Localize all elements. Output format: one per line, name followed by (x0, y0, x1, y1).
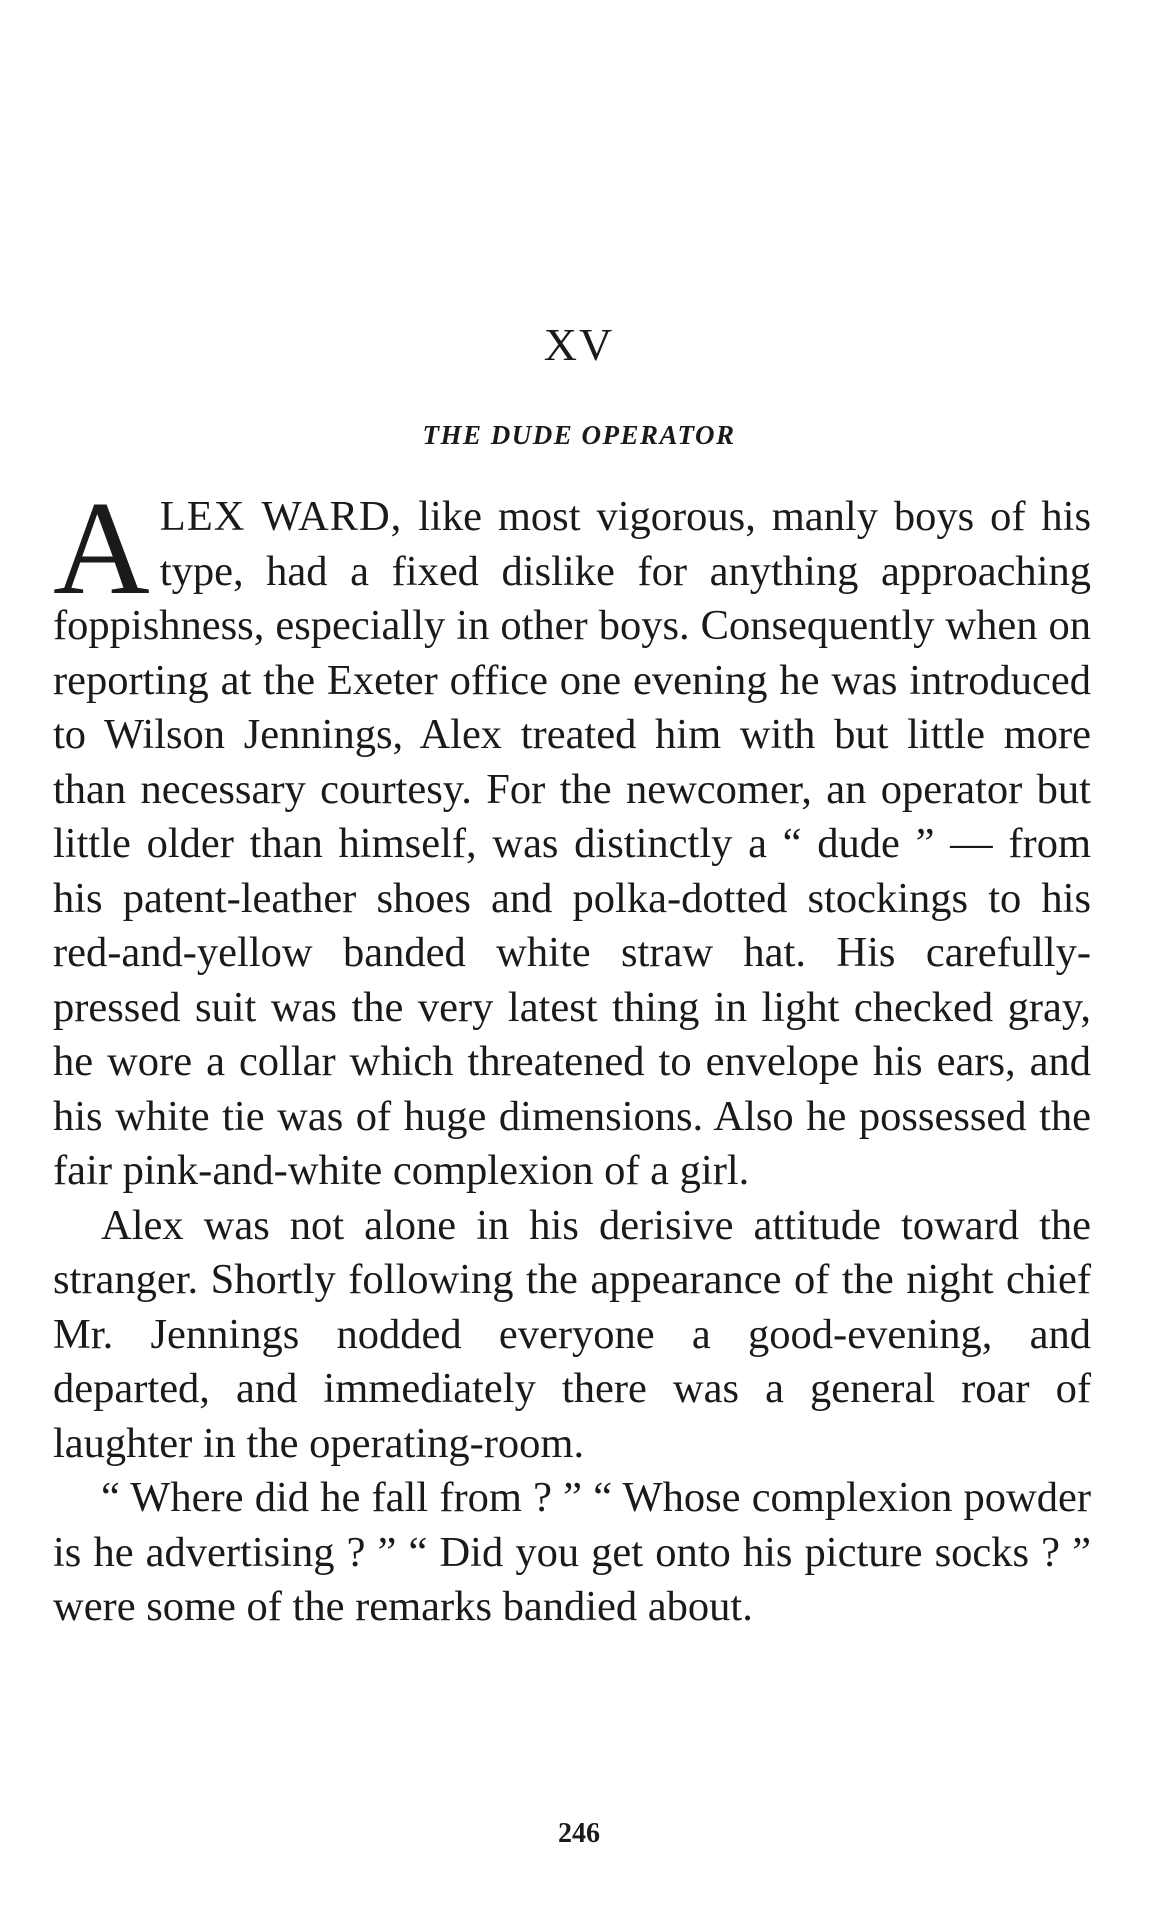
paragraph-1-text: like most vigorous, manly boys of his type, had a fixed dislike for anything approaching foppishness, especially in other boys. Consequently when on reporting at the Exeter office one evening he was introduced to Wilson Jennings, Alex treated him with but little more than necessary courtesy. For the newcomer, an operator but little older than himself, was distinctly a “ dude ” — from his patent-leather shoes and polka-dotted stockings to his red-and-yellow banded white straw hat. His carefully-pressed suit was the very latest thing in light checked gray, he wore a collar which threatened to envelope his ears, and his white tie was of huge dimensions. Also he possessed the fair pink-and-white complexion of a girl. (53, 493, 1092, 1194)
paragraph-3: “ Where did he fall from ? ” “ Whose complexion powder is he advertising ? ” “ Did you get onto his picture socks ? ” were some of the remarks bandied about. (53, 1474, 1091, 1630)
chapter-number: XV (543, 319, 615, 370)
paragraph-2: Alex was not alone in his derisive attitude toward the stranger. Shortly following the appearance of the night chief Mr. Jennings nodded everyone a good-evening, and departed, and immediately there was a general roar of laughter in the operating-room. (53, 1201, 1091, 1467)
page-number: 246 (558, 1818, 600, 1849)
chapter-body (53, 474, 1092, 1635)
chapter-title: THE DUDE OPERATOR (422, 420, 736, 450)
paragraph-1 (53, 474, 1092, 1199)
drop-cap: A (53, 474, 150, 622)
lead-caps: LEX WARD, (159, 493, 403, 540)
